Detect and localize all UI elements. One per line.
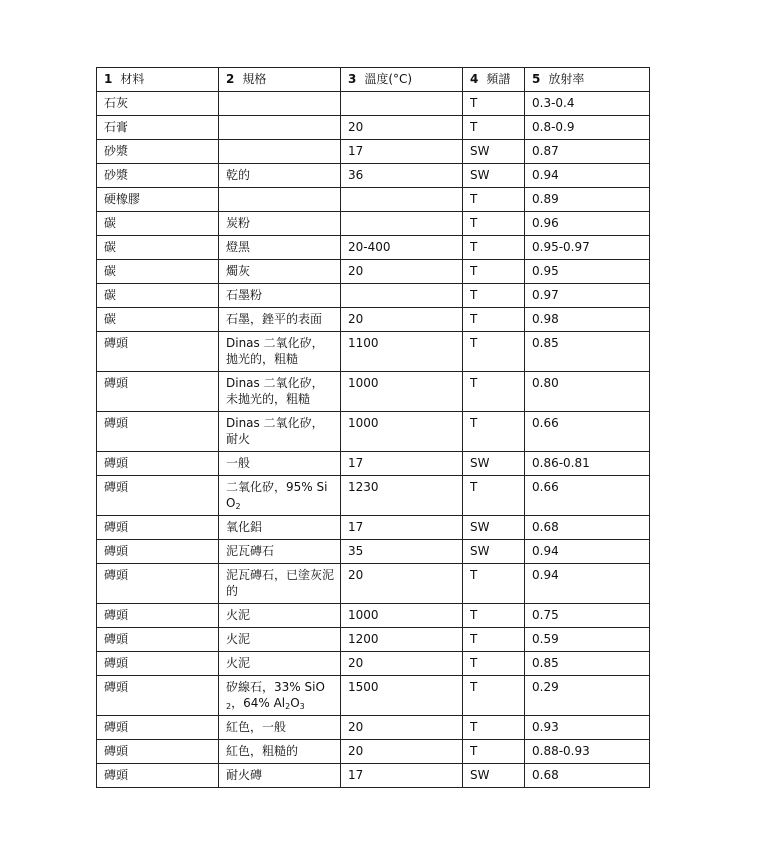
cell-emissivity: 0.89 — [525, 188, 650, 212]
table-row — [97, 140, 650, 164]
cell-material: 磚頭 — [97, 372, 219, 412]
cell-temperature: 20 — [341, 652, 463, 676]
cell-material: 砂漿 — [97, 164, 219, 188]
table-row — [97, 604, 650, 628]
cell-spectrum: SW — [463, 452, 525, 476]
table-row — [97, 188, 650, 212]
cell-spec — [219, 188, 341, 212]
cell-spectrum: T — [463, 476, 525, 516]
table-row — [97, 372, 650, 412]
cell-temperature: 20 — [341, 740, 463, 764]
cell-material: 石灰 — [97, 92, 219, 116]
cell-spectrum: SW — [463, 516, 525, 540]
cell-emissivity: 0.95 — [525, 260, 650, 284]
cell-temperature: 17 — [341, 764, 463, 788]
cell-emissivity: 0.87 — [525, 140, 650, 164]
cell-material: 磚頭 — [97, 332, 219, 372]
table-row — [97, 516, 650, 540]
table-row — [97, 284, 650, 308]
table-row — [97, 212, 650, 236]
cell-spectrum: T — [463, 652, 525, 676]
table-row — [97, 540, 650, 564]
table-row — [97, 164, 650, 188]
cell-spec — [219, 476, 341, 516]
spec-text: 二氧化矽，95% SiO — [226, 480, 328, 510]
cell-spec: 燭灰 — [219, 260, 341, 284]
cell-material: 碳 — [97, 284, 219, 308]
header-spectrum: 4 頻譜 — [463, 68, 525, 92]
cell-material: 碳 — [97, 308, 219, 332]
cell-temperature — [341, 188, 463, 212]
cell-spec: 乾的 — [219, 164, 341, 188]
table-row — [97, 764, 650, 788]
cell-temperature: 17 — [341, 452, 463, 476]
cell-temperature: 1000 — [341, 412, 463, 452]
cell-emissivity: 0.88-0.93 — [525, 740, 650, 764]
cell-temperature: 20 — [341, 564, 463, 604]
header-emissivity: 5 放射率 — [525, 68, 650, 92]
cell-material: 磚頭 — [97, 604, 219, 628]
cell-temperature: 17 — [341, 140, 463, 164]
cell-material: 碳 — [97, 212, 219, 236]
cell-spec — [219, 116, 341, 140]
cell-emissivity: 0.75 — [525, 604, 650, 628]
cell-emissivity: 0.8-0.9 — [525, 116, 650, 140]
spec-text: O — [290, 696, 300, 710]
cell-emissivity: 0.66 — [525, 476, 650, 516]
cell-spectrum: T — [463, 372, 525, 412]
cell-temperature: 1000 — [341, 604, 463, 628]
cell-spectrum: T — [463, 92, 525, 116]
spec-text: 矽線石，33% SiO — [226, 680, 325, 694]
cell-temperature: 1100 — [341, 332, 463, 372]
cell-spec: 火泥 — [219, 628, 341, 652]
cell-temperature: 20 — [341, 308, 463, 332]
cell-spectrum: T — [463, 116, 525, 140]
cell-material: 磚頭 — [97, 452, 219, 476]
table-row — [97, 564, 650, 604]
cell-emissivity: 0.68 — [525, 764, 650, 788]
cell-spectrum: SW — [463, 540, 525, 564]
cell-emissivity: 0.96 — [525, 212, 650, 236]
cell-spectrum: SW — [463, 140, 525, 164]
cell-spectrum: T — [463, 212, 525, 236]
emissivity-table — [96, 67, 650, 788]
spec-subscript: 2 — [235, 502, 241, 511]
cell-emissivity: 0.29 — [525, 676, 650, 716]
cell-material: 磚頭 — [97, 764, 219, 788]
cell-material: 磚頭 — [97, 652, 219, 676]
cell-spec: 炭粉 — [219, 212, 341, 236]
cell-emissivity: 0.85 — [525, 652, 650, 676]
cell-spectrum: T — [463, 740, 525, 764]
cell-spec: 火泥 — [219, 652, 341, 676]
cell-spectrum: T — [463, 412, 525, 452]
cell-spectrum: T — [463, 260, 525, 284]
cell-spec — [219, 140, 341, 164]
cell-material: 磚頭 — [97, 716, 219, 740]
cell-spectrum: T — [463, 564, 525, 604]
cell-temperature: 1230 — [341, 476, 463, 516]
cell-emissivity: 0.85 — [525, 332, 650, 372]
cell-spec: 紅色，一般 — [219, 716, 341, 740]
table-row — [97, 716, 650, 740]
cell-emissivity: 0.94 — [525, 540, 650, 564]
cell-material: 硬橡膠 — [97, 188, 219, 212]
cell-spectrum: T — [463, 308, 525, 332]
cell-emissivity: 0.94 — [525, 564, 650, 604]
cell-temperature: 17 — [341, 516, 463, 540]
cell-temperature: 20 — [341, 116, 463, 140]
cell-spec: Dinas 二氧化矽，未拋光的，粗糙 — [219, 372, 341, 412]
cell-emissivity: 0.80 — [525, 372, 650, 412]
cell-temperature — [341, 284, 463, 308]
cell-emissivity: 0.97 — [525, 284, 650, 308]
table-row — [97, 452, 650, 476]
cell-spec: 泥瓦磚石，已塗灰泥的 — [219, 564, 341, 604]
spec-text: ，64% Al — [231, 696, 286, 710]
table-row — [97, 236, 650, 260]
cell-spectrum: T — [463, 628, 525, 652]
cell-spectrum: T — [463, 284, 525, 308]
cell-temperature: 20 — [341, 260, 463, 284]
cell-temperature — [341, 212, 463, 236]
cell-temperature: 1500 — [341, 676, 463, 716]
cell-material: 石膏 — [97, 116, 219, 140]
table-row — [97, 116, 650, 140]
cell-emissivity: 0.95-0.97 — [525, 236, 650, 260]
spec-subscript: 2 — [285, 702, 291, 711]
cell-spec — [219, 676, 341, 716]
cell-material: 磚頭 — [97, 628, 219, 652]
cell-spectrum: T — [463, 676, 525, 716]
table-body — [97, 92, 650, 788]
table-row — [97, 740, 650, 764]
cell-spectrum: SW — [463, 164, 525, 188]
cell-spec: 氧化鋁 — [219, 516, 341, 540]
cell-material: 磚頭 — [97, 740, 219, 764]
cell-temperature: 35 — [341, 540, 463, 564]
spec-subscript: 2 — [226, 702, 232, 711]
cell-material: 磚頭 — [97, 516, 219, 540]
cell-material: 磚頭 — [97, 676, 219, 716]
header-row — [97, 68, 650, 92]
cell-spec: 紅色，粗糙的 — [219, 740, 341, 764]
header-material: 1 材料 — [97, 68, 219, 92]
cell-spectrum: T — [463, 604, 525, 628]
table-row — [97, 628, 650, 652]
cell-temperature: 36 — [341, 164, 463, 188]
cell-spec: 一般 — [219, 452, 341, 476]
cell-spectrum: T — [463, 332, 525, 372]
table-row — [97, 412, 650, 452]
cell-emissivity: 0.93 — [525, 716, 650, 740]
cell-emissivity: 0.86-0.81 — [525, 452, 650, 476]
cell-spec: 燈黑 — [219, 236, 341, 260]
table-header — [97, 68, 650, 92]
cell-material: 砂漿 — [97, 140, 219, 164]
cell-spectrum: T — [463, 716, 525, 740]
cell-emissivity: 0.94 — [525, 164, 650, 188]
cell-spec: Dinas 二氧化矽，耐火 — [219, 412, 341, 452]
table-row — [97, 332, 650, 372]
cell-emissivity: 0.66 — [525, 412, 650, 452]
cell-material: 磚頭 — [97, 476, 219, 516]
cell-spec — [219, 92, 341, 116]
cell-spectrum: SW — [463, 764, 525, 788]
header-spec: 2 規格 — [219, 68, 341, 92]
cell-temperature: 1200 — [341, 628, 463, 652]
cell-spec: 耐火磚 — [219, 764, 341, 788]
cell-spec: 火泥 — [219, 604, 341, 628]
cell-spec: 泥瓦磚石 — [219, 540, 341, 564]
table-row — [97, 676, 650, 716]
cell-material: 碳 — [97, 236, 219, 260]
cell-material: 磚頭 — [97, 564, 219, 604]
cell-material: 磚頭 — [97, 412, 219, 452]
cell-spectrum: T — [463, 236, 525, 260]
table-row — [97, 92, 650, 116]
cell-spec: 石墨，銼平的表面 — [219, 308, 341, 332]
cell-temperature: 1000 — [341, 372, 463, 412]
table-row — [97, 260, 650, 284]
cell-emissivity: 0.3-0.4 — [525, 92, 650, 116]
cell-material: 磚頭 — [97, 540, 219, 564]
cell-temperature — [341, 92, 463, 116]
cell-material: 碳 — [97, 260, 219, 284]
spec-subscript: 3 — [299, 702, 305, 711]
cell-spectrum: T — [463, 188, 525, 212]
cell-temperature: 20 — [341, 716, 463, 740]
cell-emissivity: 0.68 — [525, 516, 650, 540]
table-row — [97, 476, 650, 516]
cell-temperature: 20-400 — [341, 236, 463, 260]
cell-emissivity: 0.59 — [525, 628, 650, 652]
table-row — [97, 308, 650, 332]
cell-spec: 石墨粉 — [219, 284, 341, 308]
cell-spec: Dinas 二氧化矽，拋光的，粗糙 — [219, 332, 341, 372]
table-row — [97, 652, 650, 676]
cell-emissivity: 0.98 — [525, 308, 650, 332]
header-temperature: 3 溫度(°C) — [341, 68, 463, 92]
